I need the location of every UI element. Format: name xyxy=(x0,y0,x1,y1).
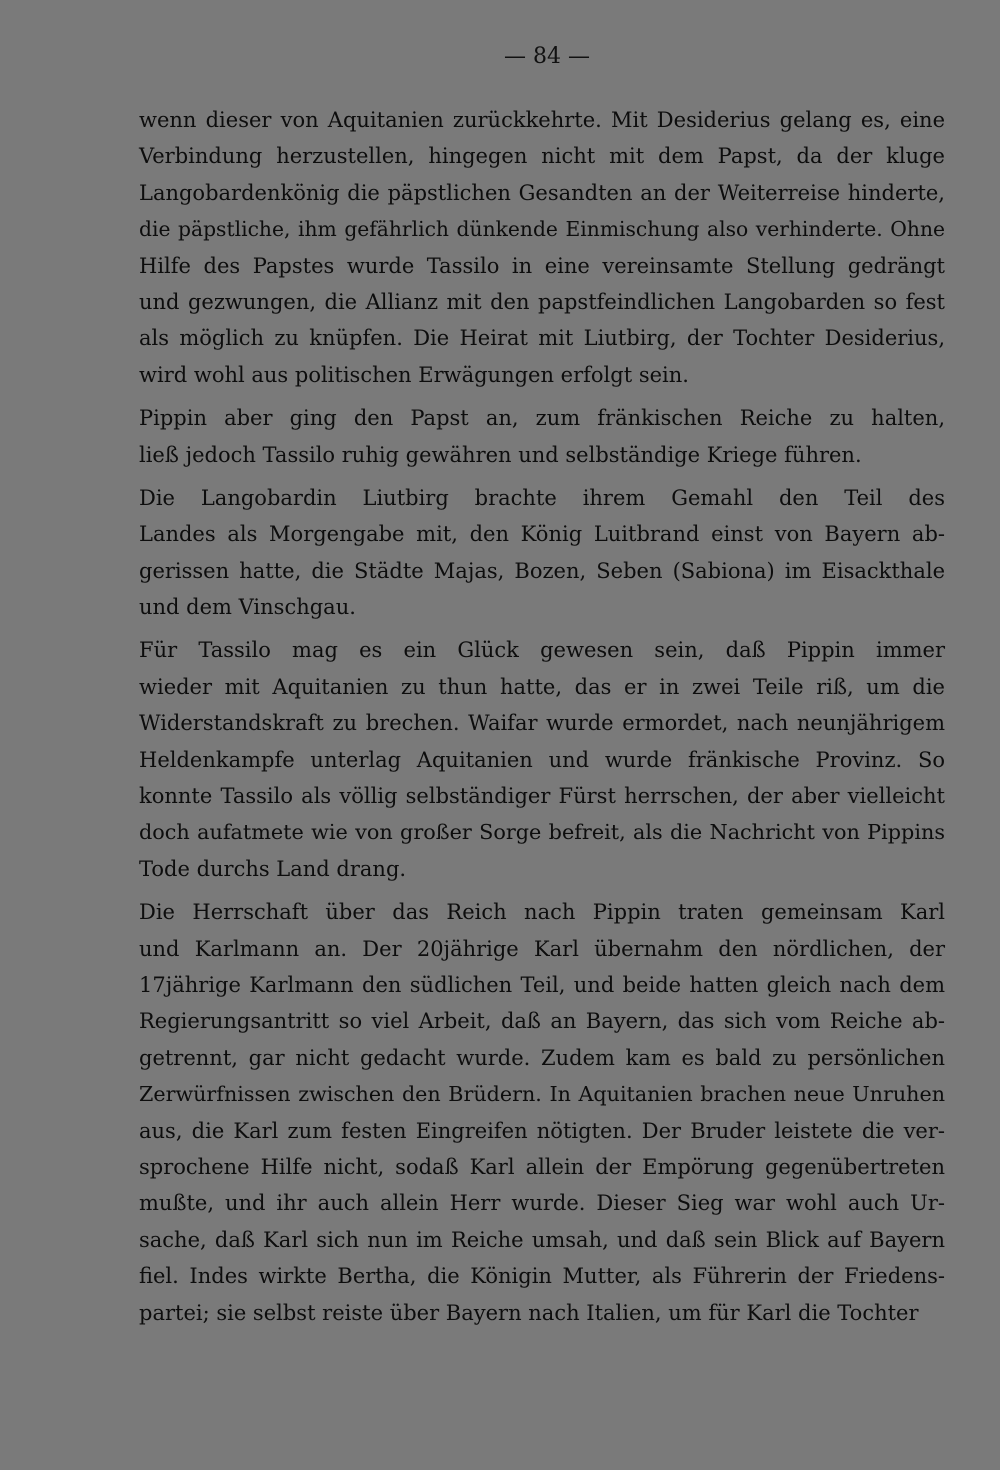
text-line: aus, die Karl zum festen Eingreifen nötigten. Der Bruder leistete die ver- xyxy=(139,1118,945,1143)
text-line: wenn dieser von Aquitanien zurückkehrte. Mit Desiderius gelang es, eine xyxy=(139,108,945,132)
text-line: Langobardenkönig die päpstlichen Gesandten an der Weiterreise hinderte, xyxy=(139,180,945,205)
text-line: Für Tassilo mag es ein Glück gewesen sein, daß Pippin immer xyxy=(139,638,945,663)
text-line: Pippin aber ging den Papst an, zum fränkischen Reiche zu halten, xyxy=(139,406,945,431)
text-line: mußte, und ihr auch allein Herr wurde. Dieser Sieg war wohl auch Ur- xyxy=(139,1191,945,1216)
text-line: sprochene Hilfe nicht, sodaß Karl allein der Empörung gegenübertreten xyxy=(139,1154,945,1179)
text-line: die päpstliche, ihm gefährlich dünkende Einmischung also verhinderte. Ohne xyxy=(139,217,945,242)
text-line: und dem Vinschgau. xyxy=(139,595,356,620)
text-line: Widerstandskraft zu brechen. Waifar wurde ermordet, nach neunjährigem xyxy=(139,711,945,736)
text-line: als möglich zu knüpfen. Die Heirat mit Liutbirg, der Tochter Desiderius, xyxy=(139,326,945,351)
text-line: fiel. Indes wirkte Bertha, die Königin Mutter, als Führerin der Friedens- xyxy=(139,1264,945,1289)
text-line: Heldenkampfe unterlag Aquitanien und wurde fränkische Provinz. So xyxy=(139,747,945,772)
text-line: sache, daß Karl sich nun im Reiche umsah, und daß sein Blick auf Bayern xyxy=(139,1227,945,1252)
text-line: Zerwürfnissen zwischen den Brüdern. In Aquitanien brachen neue Unruhen xyxy=(139,1082,945,1107)
page-number: — 84 — xyxy=(504,44,590,69)
text-line: doch aufatmete wie von großer Sorge befreit, als die Nachricht von Pippins xyxy=(139,820,945,845)
text-line: gerissen hatte, die Städte Majas, Bozen, Seben (Sabiona) im Eisackthale xyxy=(139,558,945,583)
paragraph xyxy=(139,102,945,393)
text-line: ließ jedoch Tassilo ruhig gewähren und selbständige Kriege führen. xyxy=(139,442,862,467)
text-line: partei; sie selbst reiste über Bayern nach Italien, um für Karl die Tochter xyxy=(139,1300,919,1325)
text-line: wird wohl aus politischen Erwägungen erfolgt sein. xyxy=(139,362,689,387)
paragraph xyxy=(139,400,945,473)
text-line: und Karlmann an. Der 20jährige Karl übernahm den nördlichen, der xyxy=(139,936,945,961)
text-line: Die Langobardin Liutbirg brachte ihrem Gemahl den Teil des xyxy=(139,485,945,510)
text-line: und gezwungen, die Allianz mit den papstfeindlichen Langobarden so fest xyxy=(139,289,945,314)
paragraph xyxy=(139,894,945,1331)
text-line: Hilfe des Papstes wurde Tassilo in eine vereinsamte Stellung gedrängt xyxy=(139,253,945,278)
body-text xyxy=(139,102,945,1331)
text-line: Landes als Morgengabe mit, den König Luitbrand einst von Bayern ab- xyxy=(139,522,945,547)
text-line: konnte Tassilo als völlig selbständiger Fürst herrschen, der aber vielleicht xyxy=(139,784,945,809)
text-line: Tode durchs Land drang. xyxy=(139,856,407,881)
paragraph xyxy=(139,480,945,626)
text-line: 17jährige Karlmann den südlichen Teil, und beide hatten gleich nach dem xyxy=(139,972,945,997)
paragraph xyxy=(139,632,945,887)
text-line: Regierungsantritt so viel Arbeit, daß an Bayern, das sich vom Reiche ab- xyxy=(139,1009,945,1034)
text-line: getrennt, gar nicht gedacht wurde. Zudem kam es bald zu persönlichen xyxy=(139,1045,945,1070)
text-line: Verbindung herzustellen, hingegen nicht mit dem Papst, da der kluge xyxy=(139,144,945,169)
text-line: wieder mit Aquitanien zu thun hatte, das er in zwei Teile riß, um die xyxy=(139,674,945,699)
text-line: Die Herrschaft über das Reich nach Pippin traten gemeinsam Karl xyxy=(139,900,945,925)
